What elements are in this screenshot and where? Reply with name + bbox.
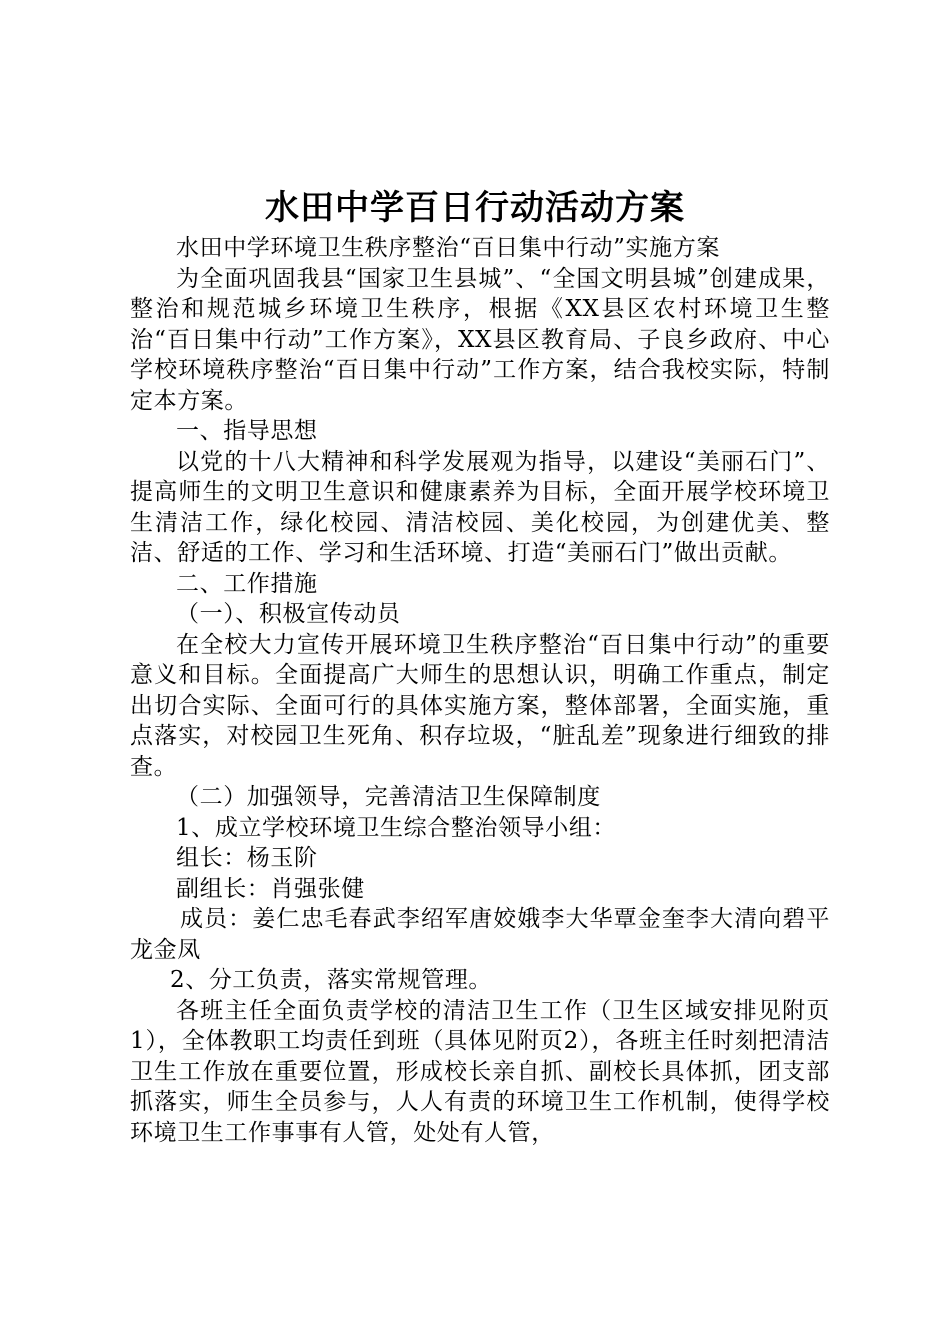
subheading-publicity: （一）、积极宣传动员 (176, 601, 401, 627)
class-teacher-paragraph: 各班主任全面负责学校的清洁卫生工作（卫生区域安排见附页1），全体教职工均责任到班（具体见附页2），各班主任时刻把清洁卫生工作放在重要位置，形成校长亲自抓、副校长具体抓，团支部抓落实，师生全员参与，人人有责的环境卫生工作机制，使得学校环境卫生工作事事有人管，处处有人管， (130, 997, 830, 1146)
group-leader-line: 组长：杨玉阶 (176, 845, 318, 871)
deputy-leader-line: 副组长：肖强张健 (176, 875, 365, 902)
document-body (130, 233, 830, 1148)
subtitle-paragraph: 水田中学环境卫生秩序整治“百日集中行动”实施方案 (176, 235, 720, 261)
guiding-ideology-paragraph: 以党的十八大精神和科学发展观为指导，以建设“美丽石门”、提高师生的文明卫生意识和健康素养为目标，全面开展学校环境卫生清洁工作，绿化校园、清洁校园、美化校园，为创建优美、整洁、舒适的工作、学习和生活环境、打造“美丽石门”做出贡献。 (130, 448, 830, 566)
section-heading-work-measures: 二、工作措施 (176, 570, 318, 597)
division-of-labor-item: 2、分工负责，落实常规管理。 (170, 967, 493, 993)
publicity-paragraph: 在全校大力宣传开展环境卫生秩序整治“百日集中行动”的重要意义和目标。全面提高广大师生的思想认识，明确工作重点，制定出切合实际、全面可行的具体实施方案，整体部署，全面实施，重点落实，对校园卫生死角、积存垃圾，“脏乱差”现象进行细致的排查。 (130, 631, 830, 780)
members-paragraph: 成员：姜仁忠毛春武李绍军唐姣娥李大华覃金奎李大清向碧平龙金凤 (130, 906, 830, 963)
subheading-leadership: （二）加强领导，完善清洁卫生保障制度 (176, 784, 601, 810)
intro-paragraph: 为全面巩固我县“国家卫生县城”、“全国文明县城”创建成果，整治和规范城乡环境卫生秩序，根据《XX县区农村环境卫生整治“百日集中行动”工作方案》，XX县区教育局、子良乡政府、中心学校环境秩序整治“百日集中行动”工作方案，结合我校实际，特制定本方案。 (130, 265, 830, 414)
leadership-group-item: 1、成立学校环境卫生综合整治领导小组： (176, 814, 617, 841)
section-heading-guiding-ideology: 一、指导思想 (176, 418, 318, 444)
document-title: 水田中学百日行动活动方案 (265, 188, 685, 228)
